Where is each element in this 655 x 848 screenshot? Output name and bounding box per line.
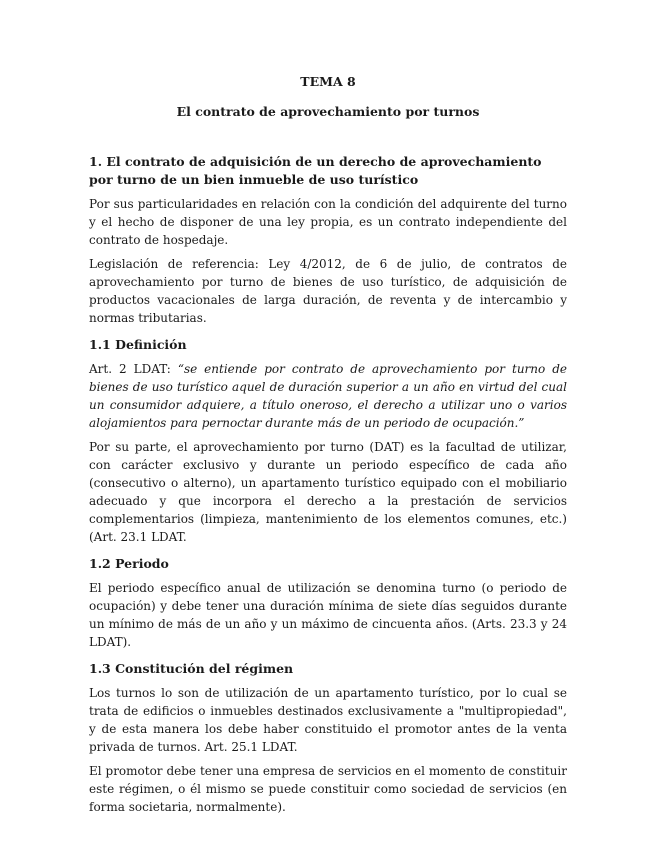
section-1-3-paragraph-1: Los turnos lo son de utilización de un apartamento turístico, por lo cual se trata de edificios o inmuebles destinados exclusivamente a "multipropiedad", y de esta manera los debe haber constituido el promotor antes de la venta privada de turnos. Art. 25.1 LDAT. bbox=[89, 686, 567, 754]
definition-quote: “se entiende por contrato de aprovechamiento por turno de bienes de uso turístico aquel de duración superior a un año en virtud del cual un consumidor adquiere, a título oneroso, el derecho a utilizar uno o varios alojamientos para pernoctar durante más de un periodo de ocupación.” bbox=[89, 362, 567, 430]
page-subtitle: El contrato de aprovechamiento por turnos bbox=[176, 104, 480, 119]
page-title: TEMA 8 bbox=[300, 74, 356, 89]
section-1-2-heading: 1.2 Periodo bbox=[89, 556, 169, 571]
section-1-paragraph-1: Por sus particularidades en relación con la condición del adquirente del turno y el hecho de disponer de una ley propia, es un contrato independiente del contrato de hospedaje. bbox=[89, 197, 567, 247]
section-1-3-paragraph-2: El promotor debe tener una empresa de servicios en el momento de constituir este régimen, o él mismo se puede constituir como sociedad de servicios (en forma societaria, normalmente). bbox=[89, 764, 567, 814]
section-1-1-paragraph-2: Por su parte, el aprovechamiento por turno (DAT) es la facultad de utilizar, con carácter exclusivo y durante un periodo específico de cada año (consecutivo o alterno), un apartamento turístico equipado con el mobiliario adecuado y que incorpora el derecho a la prestación de servicios complementarios (limpieza, mantenimiento de los elementos comunes, etc.) (Art. 23.1 LDAT. bbox=[89, 440, 567, 544]
section-1-3-heading: 1.3 Constitución del régimen bbox=[89, 661, 294, 676]
section-1-1-quote-paragraph bbox=[89, 360, 567, 432]
quote-prefix: Art. 2 LDAT: bbox=[89, 362, 178, 376]
section-1-paragraph-2: Legislación de referencia: Ley 4/2012, de 6 de julio, de contratos de aprovechamiento por turno de bienes de uso turístico, de adquisición de productos vacacionales de larga duración, de reventa y de intercambio y normas tributarias. bbox=[89, 257, 567, 325]
section-1-1-heading: 1.1 Definición bbox=[89, 337, 187, 352]
section-1-heading: 1. El contrato de adquisición de un derecho de aprovechamiento por turno de un bien inmueble de uso turístico bbox=[89, 154, 542, 187]
section-1-2-paragraph-1: El periodo específico anual de utilización se denomina turno (o periodo de ocupación) y debe tener una duración mínima de siete días seguidos durante un mínimo de más de un año y un máximo de cincuenta años. (Arts. 23.3 y 24 LDAT). bbox=[89, 581, 567, 649]
